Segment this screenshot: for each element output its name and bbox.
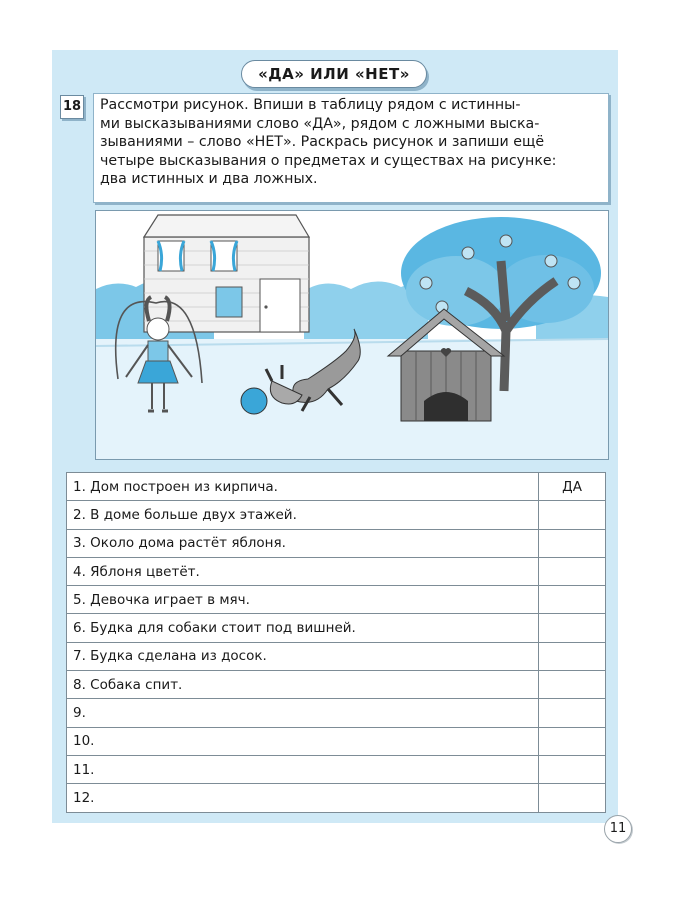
- table-row: [67, 727, 606, 755]
- instruction-line: два истинных и два ложных.: [100, 171, 318, 188]
- statement-text: 4. Яблоня цветёт.: [67, 557, 539, 585]
- statement-text: 6. Будка для собаки стоит под вишней.: [67, 614, 539, 642]
- statement-text: 5. Девочка играет в мяч.: [67, 586, 539, 614]
- statement-text: 9.: [67, 699, 539, 727]
- statement-text: 12.: [67, 784, 539, 812]
- answer-cell[interactable]: ДА: [539, 473, 606, 501]
- answer-cell[interactable]: [539, 529, 606, 557]
- table-row: [67, 501, 606, 529]
- statement-text: 2. В доме больше двух этажей.: [67, 501, 539, 529]
- instruction-line: четыре высказывания о предметах и существах на рисунке:: [100, 152, 557, 169]
- answer-cell[interactable]: [539, 755, 606, 783]
- task-number: 18: [60, 95, 84, 119]
- statement-text: 8. Собака спит.: [67, 671, 539, 699]
- table-row: [67, 586, 606, 614]
- statement-text: 3. Около дома растёт яблоня.: [67, 529, 539, 557]
- answer-cell[interactable]: [539, 699, 606, 727]
- instruction-line: ми высказываниями слово «ДА», рядом с ложными выска-: [100, 115, 540, 132]
- statement-text: 7. Будка сделана из досок.: [67, 642, 539, 670]
- instruction-line: Рассмотри рисунок. Впиши в таблицу рядом с истинны-: [100, 97, 521, 113]
- table-row: [67, 784, 606, 812]
- statement-text: 10.: [67, 727, 539, 755]
- answer-cell[interactable]: [539, 671, 606, 699]
- table-row: [67, 557, 606, 585]
- statements-table: [66, 472, 606, 813]
- answer-cell[interactable]: [539, 727, 606, 755]
- answer-cell[interactable]: [539, 614, 606, 642]
- table-row: [67, 671, 606, 699]
- section-title: «ДА» ИЛИ «НЕТ»: [241, 60, 427, 88]
- table-row: [67, 642, 606, 670]
- answer-cell[interactable]: [539, 557, 606, 585]
- answer-cell[interactable]: [539, 642, 606, 670]
- task-instructions: [100, 96, 603, 189]
- table-row: [67, 755, 606, 783]
- table-row: [67, 529, 606, 557]
- illustration: [95, 210, 609, 460]
- answer-cell[interactable]: [539, 586, 606, 614]
- statement-text: 1. Дом построен из кирпича.: [67, 473, 539, 501]
- answer-cell[interactable]: [539, 501, 606, 529]
- answer-cell[interactable]: [539, 784, 606, 812]
- table-row: [67, 614, 606, 642]
- page-number: 11: [604, 815, 632, 843]
- table-row: [67, 699, 606, 727]
- ball: [241, 388, 267, 414]
- table-row: [67, 473, 606, 501]
- statement-text: 11.: [67, 755, 539, 783]
- instruction-line: зываниями – слово «НЕТ». Раскрась рисунок и запиши ещё: [100, 134, 545, 151]
